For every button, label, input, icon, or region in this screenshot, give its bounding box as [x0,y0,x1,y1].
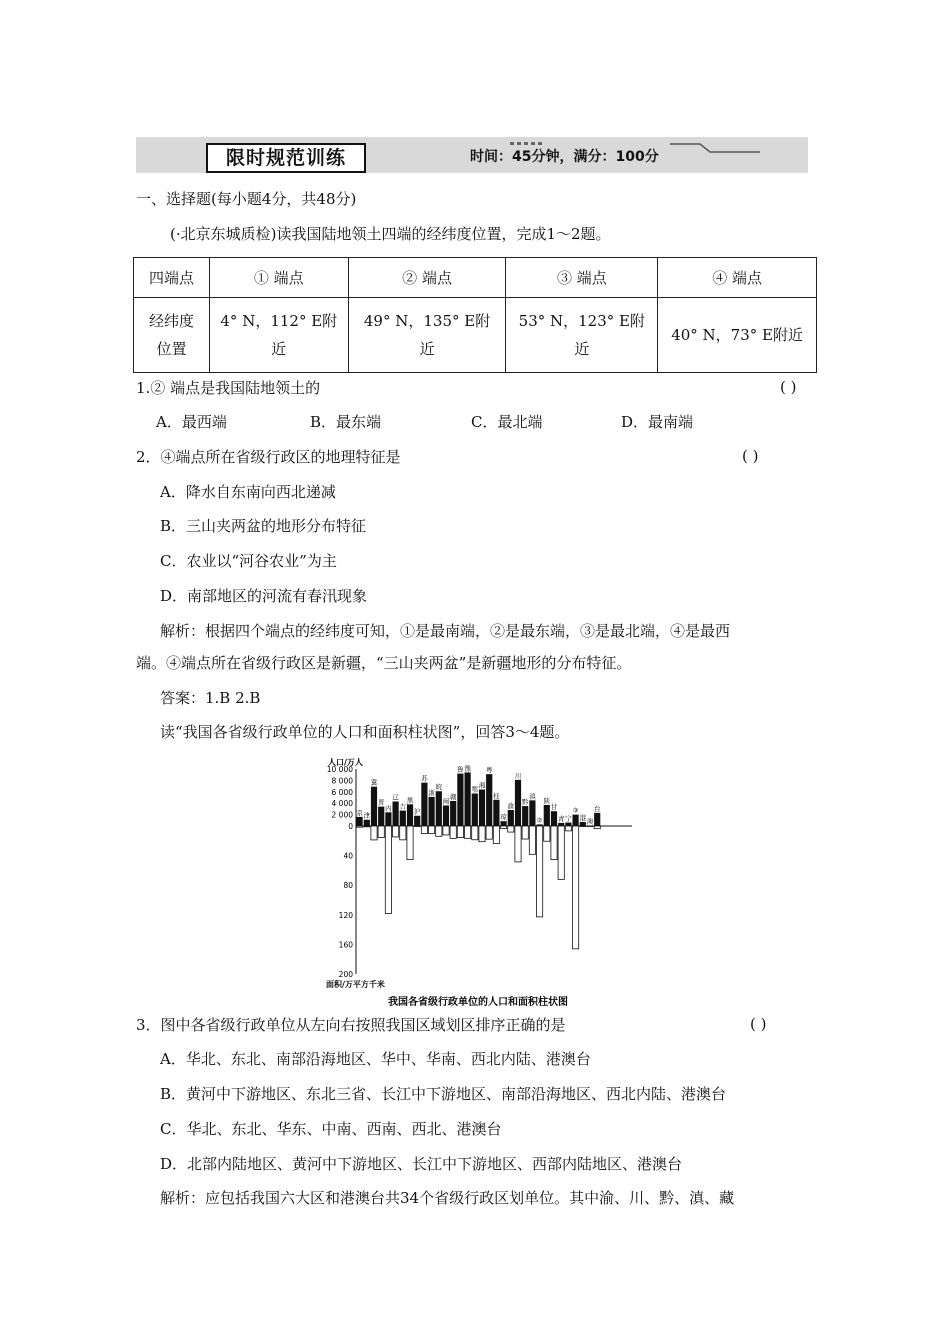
option-b: B．黄河中下游地区、东北三省、长江中下游地区、南部沿海地区、西北内陆、港澳台 [160,1085,727,1103]
area-bar [486,826,492,839]
population-bar [486,774,492,826]
bar-label: 台 [593,804,601,813]
population-bar [436,791,442,826]
area-bar [385,826,391,914]
area-bar [594,826,600,829]
area-bar [508,826,514,832]
bar-label: 沪 [413,807,421,816]
bar-label: 辽 [392,793,399,802]
banner-time: 时间：45分钟，满分：100分 [470,149,659,165]
y-tick-label: 0 [348,822,353,831]
table-cell: 49° N，135° E附 近 [348,298,506,373]
bar-label: 内 [385,804,392,813]
population-bar [551,811,557,826]
population-bar [565,823,571,826]
population-bar [580,822,586,826]
option-a: A．降水自东南向西北递减 [160,483,336,501]
intro-text: 读“我国各省级行政单位的人口和面积柱状图”，回答3～4题。 [160,723,570,741]
table-row-label: 经纬度 位置 [134,298,210,373]
answer-line: 答案：1.B 2.B [160,689,261,707]
option-d: D．最南端 [621,413,694,431]
y-tick-label: 160 [338,940,353,950]
bar-label: 闽 [442,797,450,806]
area-bar [573,826,579,949]
option-b: B．最东端 [310,413,382,431]
area-bar [479,826,485,842]
area-bar [580,826,586,827]
area-bar [371,826,377,840]
bar-label: 晋 [377,798,385,807]
area-bar [587,826,593,827]
area-bar [414,826,420,827]
bar-label: 港 [579,814,587,823]
option-a: A．最西端 [156,413,227,431]
population-bar [364,820,370,826]
bar-label: 滇 [529,792,536,801]
area-bar [400,826,406,840]
population-bar [385,812,391,826]
y-tick-label: 2 000 [331,810,353,820]
bar-label: 豫 [464,764,471,773]
population-bar [493,800,499,826]
table-cell: 40° N，73° E附近 [658,298,817,373]
population-bar [357,817,363,826]
population-bar [465,772,471,826]
area-bar [493,826,499,843]
area-bar [443,826,449,835]
population-bar [407,804,413,826]
analysis-line: 解析：应包括我国六大区和港澳台共34个省级行政区划单位。其中渝、川、黔、滇、藏 [160,1189,735,1207]
area-bar [429,826,435,834]
y-axis-label-bottom: 面积/万平方千米 [326,980,385,989]
area-bar [364,826,370,827]
bar-label: 冀 [370,778,378,787]
section-heading: 一、选择题(每小题4分，共48分) [136,190,357,208]
area-bar [565,826,571,831]
area-bar [515,826,521,862]
intro-text: (·北京东城质检)读我国陆地领土四端的经纬度位置，完成1～2题。 [170,225,611,243]
population-bar [457,774,463,826]
population-bar [558,823,564,826]
bar-label: 陕 [543,796,551,805]
bar-label: 赣 [449,792,457,801]
table-header-cell: ① 端点 [209,258,348,298]
population-bar [479,790,485,826]
area-bar [407,826,413,860]
bar-label: 甘 [550,803,558,812]
option-d: D．北部内陆地区、黄河中下游地区、长江中下游地区、西部内陆地区、港澳台 [160,1155,683,1173]
table-header-cell: ③ 端点 [506,258,658,298]
population-bar [450,801,456,826]
table-cell: 4° N，112° E附 近 [209,298,348,373]
area-bar [544,826,550,841]
option-d: D．南部地区的河流有春汛现象 [160,587,368,605]
chart-title: 我国各省级行政单位的人口和面积柱状图 [388,997,568,1008]
bar-label: 澳 [586,817,594,826]
bar-label: 粤 [485,766,493,775]
population-bar [515,780,521,826]
area-bar [501,826,507,829]
bar-label: ② [536,816,543,825]
area-bar [378,826,384,838]
population-bar [522,806,528,826]
answer-blank: ( ) [750,1015,767,1033]
bar-label: 京 [356,808,363,817]
bar-label: 鲁 [457,765,464,774]
table-header-cell: ④ 端点 [658,258,817,298]
bar-label: 黔 [521,798,529,807]
area-bar [558,826,564,879]
bar-label: ③ [572,806,579,815]
bar-label: 渝 [507,802,515,811]
bar-label: 湘 [478,781,486,790]
answer-blank: ( ) [742,447,759,465]
y-tick-label: 10 000 [326,765,353,774]
population-bar [393,801,399,826]
bar-label: 吉 [399,802,407,811]
y-tick-label: 40 [343,851,353,861]
table-header-cell: ② 端点 [348,258,506,298]
area-bar [522,826,528,839]
population-bar [378,807,384,826]
population-bar [472,794,478,826]
bar-label: 青 [557,814,565,823]
area-bar [393,826,399,837]
coordinates-table [133,257,817,373]
population-bar [594,813,600,826]
population-bar [421,783,427,826]
area-bar [457,826,463,838]
y-tick-label: 120 [338,910,353,920]
population-bar [529,800,535,826]
option-c: C．最北端 [471,413,543,431]
y-axis-label-top: 人口/万人 [328,758,363,767]
bar-label: 苏 [421,774,428,783]
table-header-row [134,258,817,298]
population-bar [508,810,514,826]
area-bar [421,826,427,834]
option-c: C．农业以“河谷农业”为主 [160,552,337,570]
option-b: B．三山夹两盆的地形分布特征 [160,517,367,535]
table-row [134,298,817,373]
population-bar [400,811,406,826]
area-bar [450,826,456,838]
area-bar [465,826,471,838]
bar-label: 津 [363,811,371,820]
bar-label: 皖 [435,783,443,792]
question-1-stem: 1.② 端点是我国陆地领土的 [136,379,321,397]
analysis-line: 解析：根据四个端点的经纬度可知，①是最南端，②是最东端，③是最北端，④是最西 [160,622,731,640]
area-bar [357,826,363,827]
area-bar [551,826,557,860]
area-bar [529,826,535,854]
banner-title: 限时规范训练 [206,143,366,173]
population-bar [414,816,420,826]
y-tick-label: 80 [343,881,353,891]
population-bar [429,797,435,826]
population-bar [501,821,507,826]
table-cell: 53° N，123° E附 近 [506,298,658,373]
area-bar [436,826,442,836]
option-a: A．华北、东北、南部沿海地区、华中、华南、西北内陆、港澳台 [160,1050,591,1068]
bar-label: 鄂 [471,785,479,794]
analysis-line: 端。④端点所在省级行政区是新疆，“三山夹两盆”是新疆地形的分布特征。 [136,654,632,672]
area-bar [472,826,478,840]
population-bar [544,805,550,826]
population-bar [371,787,377,826]
y-tick-label: 8 000 [331,776,353,786]
bar-label: 桂 [493,791,500,800]
table-header-cell: 四端点 [134,258,210,298]
area-bar [537,826,543,917]
bar-label: 川 [514,771,522,780]
answer-blank: ( ) [780,378,797,396]
y-tick-label: 200 [338,970,353,979]
question-3-stem: 3．图中各省级行政单位从左向右按照我国区域划区排序正确的是 [136,1016,566,1034]
option-c: C．华北、东北、华东、中南、西南、西北、港澳台 [160,1120,502,1138]
question-2-stem: 2．④端点所在省级行政区的地理特征是 [136,448,401,466]
y-tick-label: 6 000 [331,787,353,797]
population-bar [573,815,579,826]
y-tick-label: 4 000 [331,799,353,809]
population-bar [443,805,449,826]
bar-label: 浙 [428,788,435,797]
bar-label: 琼 [500,813,507,822]
bar-label: 宁 [565,814,572,823]
bar-label: 黑 [406,796,414,805]
population-area-chart [316,755,640,1010]
